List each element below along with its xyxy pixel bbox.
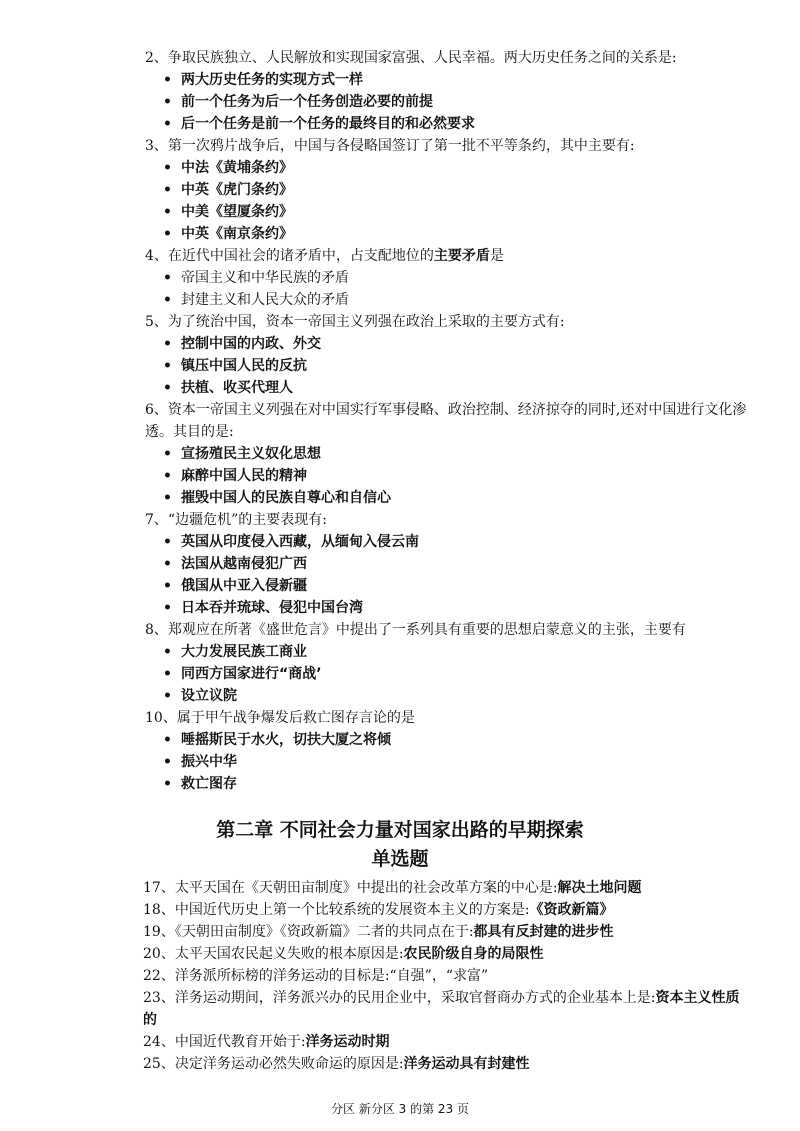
bullet-icon: •	[163, 666, 172, 682]
option: • 控制中国的内政、外交	[163, 333, 321, 355]
option: • 宣扬殖民主义奴化思想	[163, 443, 321, 465]
bullet-icon: •	[163, 204, 172, 220]
option: • 英国从印度侵入西藏，从缅甸入侵云南	[163, 531, 419, 553]
option: • 中英《虎门条约》	[163, 179, 293, 201]
single-choice-item: 25、决定洋务运动必然失败命运的原因是:洋务运动具有封建性	[143, 1056, 530, 1072]
bullet-icon: •	[163, 534, 172, 550]
question-10: 10、属于甲午战争爆发后救亡图存言论的是	[145, 710, 415, 726]
single-choice-item: 24、中国近代教育开始于:洋务运动时期	[143, 1034, 390, 1050]
answer: 都具有反封建的进步性	[473, 924, 614, 940]
bullet-icon: •	[163, 94, 172, 110]
option: • 摧毁中国人的民族自尊心和自信心	[163, 487, 391, 509]
bullet-icon: •	[163, 490, 172, 506]
question-6: 6、资本一帝国主义列强在对中国实行军事侵略、政治控制、经济掠夺的同时,还对中国进行文化渗透。其目的是:	[145, 402, 747, 440]
option: • 前一个任务为后一个任务创造必要的前提	[163, 91, 433, 113]
bullet-icon: •	[163, 182, 172, 198]
bullet-icon: •	[163, 270, 172, 286]
bullet-icon: •	[163, 578, 172, 594]
question-3: 3、第一次鸦片战争后，中国与各侵略国签订了第一批不平等条约，其中主要有:	[145, 138, 635, 154]
single-choice-item: 22、洋务派所标榜的洋务运动的目标是:“自强”，“求富”	[143, 968, 489, 984]
question-7: 7、“边疆危机”的主要表现有:	[145, 512, 327, 528]
question-4: 4、在近代中国社会的诸矛盾中，占支配地位的主要矛盾是	[145, 248, 504, 264]
option: • 俄国从中亚入侵新疆	[163, 575, 307, 597]
bullet-icon: •	[163, 380, 172, 396]
single-choice-item: 18、中国近代历史上第一个比较系统的发展资本主义的方案是:《资政新篇》	[143, 902, 614, 918]
option: • 帝国主义和中华民族的矛盾	[163, 267, 349, 289]
option: • 振兴中华	[163, 751, 237, 773]
single-choice-item: 19、《天朝田亩制度》《资政新篇》二者的共同点在于:都具有反封建的进步性	[143, 924, 614, 940]
option: • 扶植、收买代理人	[163, 377, 293, 399]
option: • 封建主义和人民大众的矛盾	[163, 289, 349, 311]
option: • 设立议院	[163, 685, 237, 707]
bullet-icon: •	[163, 754, 172, 770]
single-choice-item: 23、洋务运动期间，洋务派兴办的民用企业中，采取官督商办方式的企业基本上是:资本主义性质的	[143, 990, 740, 1028]
bullet-icon: •	[163, 446, 172, 462]
option: • 后一个任务是前一个任务的最终目的和必然要求	[163, 113, 475, 135]
option: • 同西方国家进行“商战’	[163, 663, 322, 685]
option: • 大力发展民族工商业	[163, 641, 307, 663]
single-choice-item: 20、太平天国农民起义失败的根本原因是:农民阶级自身的局限性	[143, 946, 544, 962]
bullet-icon: •	[163, 644, 172, 660]
answer: 农民阶级自身的局限性	[403, 946, 544, 962]
bullet-icon: •	[163, 116, 172, 132]
bullet-icon: •	[163, 292, 172, 308]
bullet-icon: •	[163, 468, 172, 484]
bullet-icon: •	[163, 776, 172, 792]
bullet-icon: •	[163, 556, 172, 572]
option: • 两大历史任务的实现方式一样	[163, 69, 363, 91]
option: • 镇压中国人民的反抗	[163, 355, 307, 377]
option: • 救亡图存	[163, 773, 237, 795]
option: • 中英《南京条约》	[163, 223, 293, 245]
option: • 法国从越南侵犯广西	[163, 553, 307, 575]
bullet-icon: •	[163, 600, 172, 616]
answer: 洋务运动具有封建性	[403, 1056, 530, 1072]
option: • 中法《黄埔条约》	[163, 157, 293, 179]
bullet-icon: •	[163, 336, 172, 352]
bullet-icon: •	[163, 72, 172, 88]
answer: 洋务运动时期	[305, 1034, 390, 1050]
question-2: 2、争取民族独立、人民解放和实现国家富强、人民幸福。两大历史任务之间的关系是:	[145, 50, 677, 66]
single-choice-item: 17、太平天国在《天朝田亩制度》中提出的社会改革方案的中心是:解决土地问题	[143, 880, 642, 896]
bullet-icon: •	[163, 160, 172, 176]
page-footer: 分区 新分区 3 的第 23 页	[331, 1102, 469, 1116]
bullet-icon: •	[163, 732, 172, 748]
chapter-title: 第二章 不同社会力量对国家出路的早期探索	[216, 819, 584, 841]
bullet-icon: •	[163, 688, 172, 704]
option: • 麻醉中国人民的精神	[163, 465, 307, 487]
question-8: 8、郑观应在所著《盛世危言》中提出了一系列具有重要的思想启蒙意义的主张，主要有	[145, 622, 686, 638]
bullet-icon: •	[163, 226, 172, 242]
option: • 唾摇斯民于水火，切扶大厦之将倾	[163, 729, 391, 751]
answer: 解决土地问题	[557, 880, 642, 896]
question-5: 5、为了统治中国，资本一帝国主义列强在政治上采取的主要方式有:	[145, 314, 565, 330]
section-title: 单选题	[371, 848, 429, 870]
answer: 《资政新篇》	[529, 902, 614, 918]
bullet-icon: •	[163, 358, 172, 374]
answer: 资本主义性质的	[143, 990, 740, 1028]
answer-highlight: 主要矛盾	[433, 248, 490, 264]
option: • 中美《望厦条约》	[163, 201, 293, 223]
option: • 日本吞并琉球、侵犯中国台湾	[163, 597, 363, 619]
